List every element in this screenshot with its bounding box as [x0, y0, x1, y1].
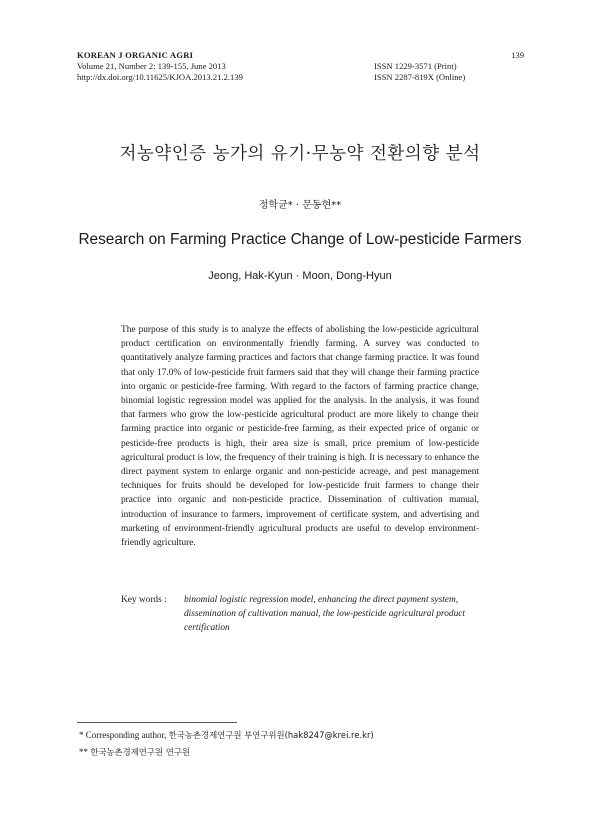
footnote-divider — [77, 722, 237, 723]
english-authors: Jeong, Hak-Kyun · Moon, Dong-Hyun — [208, 270, 392, 282]
korean-title: 저농약인증 농가의 유기·무농약 전환의향 분석 — [119, 144, 481, 164]
issn-online: ISSN 2287-819X (Online) — [374, 72, 466, 83]
journal-header — [77, 50, 243, 84]
footnote-corresponding — [79, 727, 374, 744]
english-title: Research on Farming Practice Change of Low-pesticide Farmers — [78, 231, 522, 248]
journal-name: KOREAN J ORGANIC AGRI — [77, 50, 194, 60]
footnote-2-text: 한국농촌경제연구원 연구원 — [90, 747, 190, 757]
footnote-1-mark: * Corresponding author, — [79, 730, 167, 740]
page-number: 139 — [511, 50, 524, 60]
abstract: The purpose of this study is to analyze the effects of abolishing the low-pesticide agricultural product certification on environmentally friendly farming. A survey was conducted to quantitatively analyze farming practices and factors that change farming practice. It was found that only 17.0% of low-pesticide fruit farmers said that they will change their farming practice into organic or pesticide-free farming. With regard to the factors of farming practice change, binomial logistic regression model was applied for the analysis. In the analysis, it was found that farmers who grow the low-pesticide agricultural product are more likely to change their farming practice into organic or pesticide-free farming, as their expected price of organic or pesticide-free products is high, their area size is small, price premium of low-pesticide agricultural product is low, the frequency of their training is high. It is necessary to enhance the direct payment system to enlarge organic and non-pesticide acreage, and pest management techniques for fruits should be developed for low-pesticide fruit farmers to change their practice into organic and non-pesticide practice. Dissemination of cultivation manual, introduction of insurance to farmers, improvement of certificate system, and advertising and marketing of environment-friendly agricultural products are useful to develop environment-friendly agriculture. — [121, 325, 479, 549]
korean-authors: 정학균* · 문동현** — [258, 200, 342, 211]
footnote-2-mark: ** — [79, 747, 88, 757]
volume-info: Volume 21, Number 2: 139-155, June 2013 — [77, 61, 226, 72]
footnote-second-author — [79, 744, 374, 761]
keywords-text: binomial logistic regression model, enhancing the direct payment system, dissemination of cultivation manual, the low-pesticide agricultural product certification — [184, 595, 465, 634]
issn-print: ISSN 1229-3571 (Print) — [374, 61, 457, 72]
footnotes — [79, 727, 374, 761]
keywords-label: Key words : — [121, 595, 167, 605]
doi-link[interactable]: http://dx.doi.org/10.11625/KJOA.2013.21.2.139 — [77, 72, 243, 83]
issn-block — [374, 50, 524, 84]
footnote-1-text: 한국농촌경제연구원 부연구위원(hak8247@krei.re.kr) — [168, 730, 374, 740]
